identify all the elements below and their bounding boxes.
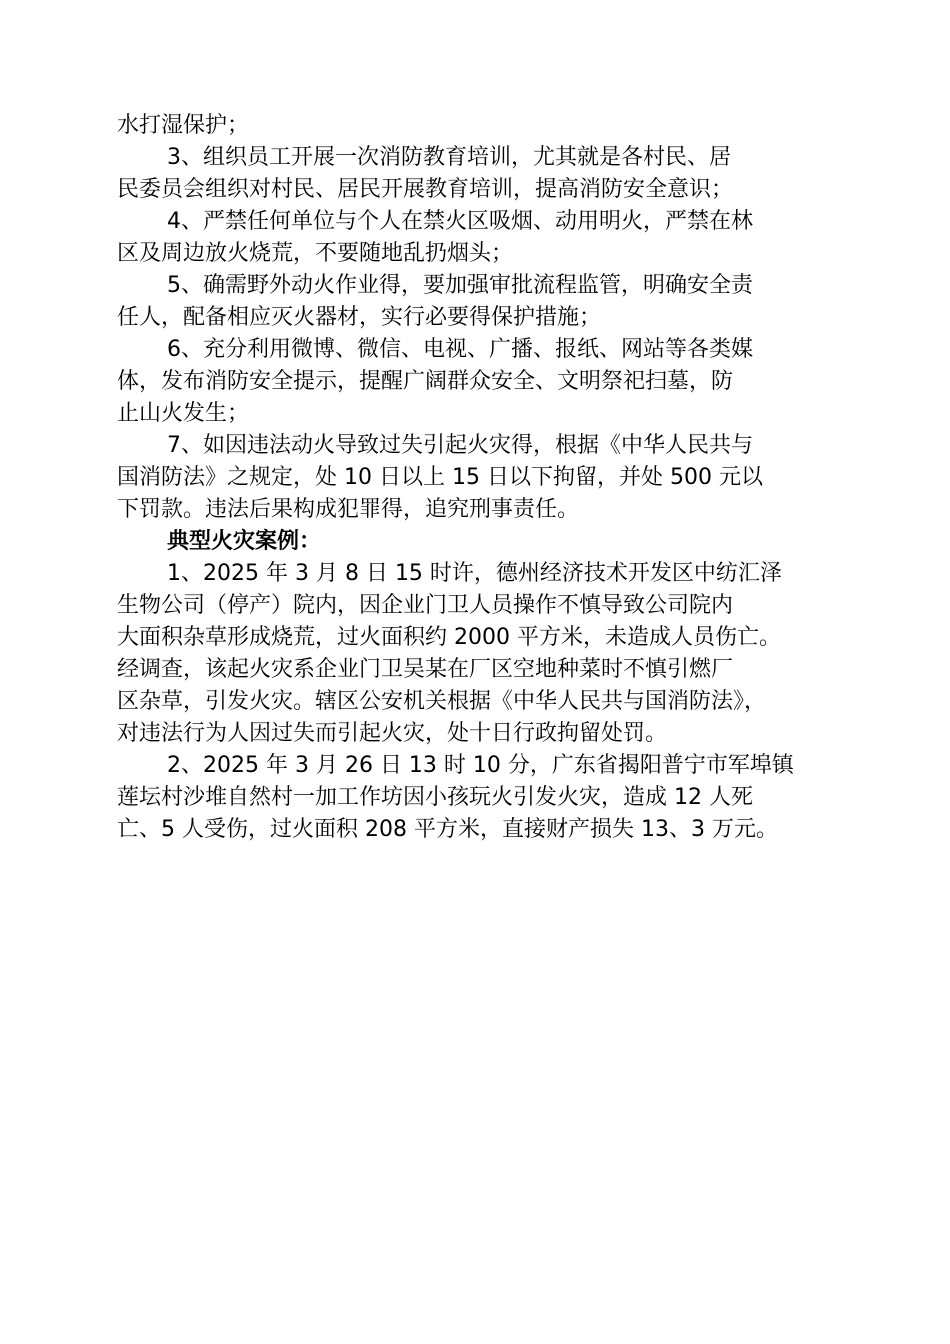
section-heading: 典型火灾案例： <box>167 529 322 554</box>
list-item-6-line-3: 止山火发生； <box>117 401 250 426</box>
document-body <box>117 110 852 846</box>
case-2-line-1: 2、2025 年 3 月 26 日 13 时 10 分，广东省揭阳普宁市军埠镇 <box>167 753 794 778</box>
list-item-7-line-2: 国消防法》之规定，处 10 日以上 15 日以下拘留，并处 500 元以 <box>117 465 763 490</box>
list-item-5-line-2: 任人，配备相应灭火器材，实行必要得保护措施； <box>117 305 602 330</box>
list-item-4-line-2: 区及周边放火烧荒，不要随地乱扔烟头； <box>117 241 514 266</box>
case-1-line-5: 区杂草，引发火灾。辖区公安机关根据《中华人民共与国消防法》， <box>117 689 767 714</box>
list-item-3-line-2: 民委员会组织对村民、居民开展教育培训，提高消防安全意识； <box>117 177 734 202</box>
case-2-line-3: 亡、5 人受伤，过火面积 208 平方米，直接财产损失 13、3 万元。 <box>117 817 778 842</box>
list-item-7-line-1: 7、如因违法动火导致过失引起火灾得，根据《中华人民共与 <box>167 433 753 458</box>
text-line: 水打湿保护； <box>117 113 250 138</box>
case-1-line-6: 对违法行为人因过失而引起火灾，处十日行政拘留处罚。 <box>117 721 668 746</box>
list-item-3-line-1: 3、组织员工开展一次消防教育培训，尤其就是各村民、居 <box>167 145 731 170</box>
list-item-7-line-3: 下罚款。违法后果构成犯罪得，追究刑事责任。 <box>117 497 580 522</box>
list-item-5-line-1: 5、确需野外动火作业得，要加强审批流程监管，明确安全责 <box>167 273 753 298</box>
case-1-line-4: 经调查，该起火灾系企业门卫吴某在厂区空地种菜时不慎引燃厂 <box>117 657 734 682</box>
case-1-line-1: 1、2025 年 3 月 8 日 15 时许，德州经济技术开发区中纺汇泽 <box>167 561 782 586</box>
list-item-6-line-1: 6、充分利用微博、微信、电视、广播、报纸、网站等各类媒 <box>167 337 753 362</box>
list-item-4-line-1: 4、严禁任何单位与个人在禁火区吸烟、动用明火，严禁在林 <box>167 209 753 234</box>
case-2-line-2: 莲坛村沙堆自然村一加工作坊因小孩玩火引发火灾，造成 12 人死 <box>117 785 753 810</box>
list-item-6-line-2: 体，发布消防安全提示，提醒广阔群众安全、文明祭祀扫墓，防 <box>117 369 734 394</box>
case-1-line-3: 大面积杂草形成烧荒，过火面积约 2000 平方米，未造成人员伤亡。 <box>117 625 781 650</box>
case-1-line-2: 生物公司（停产）院内，因企业门卫人员操作不慎导致公司院内 <box>117 593 734 618</box>
